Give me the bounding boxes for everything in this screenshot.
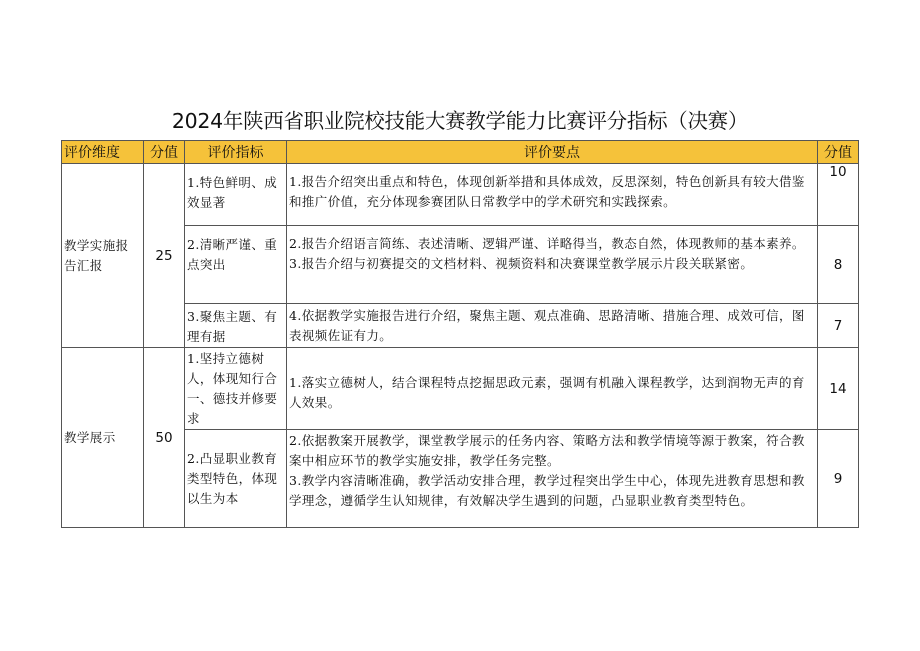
table-row [62,164,859,226]
points-cell [287,226,818,304]
scoring-table [61,140,859,528]
point-text: 3.报告介绍与初赛提交的文档材料、视频资料和决赛课堂教学展示片段关联紧密。 [289,256,754,271]
header-dimension: 评价维度 [62,141,144,164]
value-cell: 8 [818,226,859,304]
header-indicator: 评价指标 [185,141,287,164]
header-points: 评价要点 [287,141,818,164]
value-cell: 10 [818,164,859,226]
indicator-cell: 2.凸显职业教育类型特色，体现以生为本 [185,430,287,528]
value-cell: 14 [818,348,859,430]
point-text: 2.依据教案开展教学，课堂教学展示的任务内容、策略方法和教学情境等源于教案，符合教案中相应环节的教学实施安排，教学任务完整。 [289,433,805,468]
point-text: 1.报告介绍突出重点和特色，体现创新举措和具体成效，反思深刻，特色创新具有较大借鉴和推广价值，充分体现参赛团队日常教学中的学术研究和实践探索。 [289,174,805,209]
points-cell [287,430,818,528]
indicator-cell: 1.坚持立德树人，体现知行合一、德技并修要求 [185,348,287,430]
table-row [62,348,859,430]
dimension-cell: 教学展示 [62,348,144,528]
dimension-score: 25 [144,164,185,348]
header-value: 分值 [818,141,859,164]
dimension-cell: 教学实施报告汇报 [62,164,144,348]
point-text: 1.落实立德树人，结合课程特点挖掘思政元素，强调有机融入课程教学，达到润物无声的育人效果。 [289,374,805,410]
page-title: 2024年陕西省职业院校技能大赛教学能力比赛评分指标（决赛） [171,109,749,133]
header-row [62,141,859,164]
indicator-cell: 2.清晰严谨、重点突出 [185,226,287,304]
indicator-cell: 3.聚焦主题、有理有据 [185,304,287,348]
points-cell [287,348,818,430]
value-cell: 9 [818,430,859,528]
header-score: 分值 [144,141,185,164]
value-cell: 7 [818,304,859,348]
points-cell [287,164,818,226]
indicator-cell: 1.特色鲜明、成效显著 [185,164,287,226]
dimension-score: 50 [144,348,185,528]
point-text: 4.依据教学实施报告进行介绍，聚焦主题、观点准确、思路清晰、措施合理、成效可信，图表视频佐证有力。 [289,308,805,343]
points-cell [287,304,818,348]
point-text: 2.报告介绍语言简练、表述清晰、逻辑严谨、详略得当，教态自然，体现教师的基本素养。 [289,236,805,251]
point-text: 3.教学内容清晰准确，教学活动安排合理，教学过程突出学生中心，体现先进教育思想和教学理念，遵循学生认知规律，有效解决学生遇到的问题，凸显职业教育类型特色。 [289,473,805,508]
